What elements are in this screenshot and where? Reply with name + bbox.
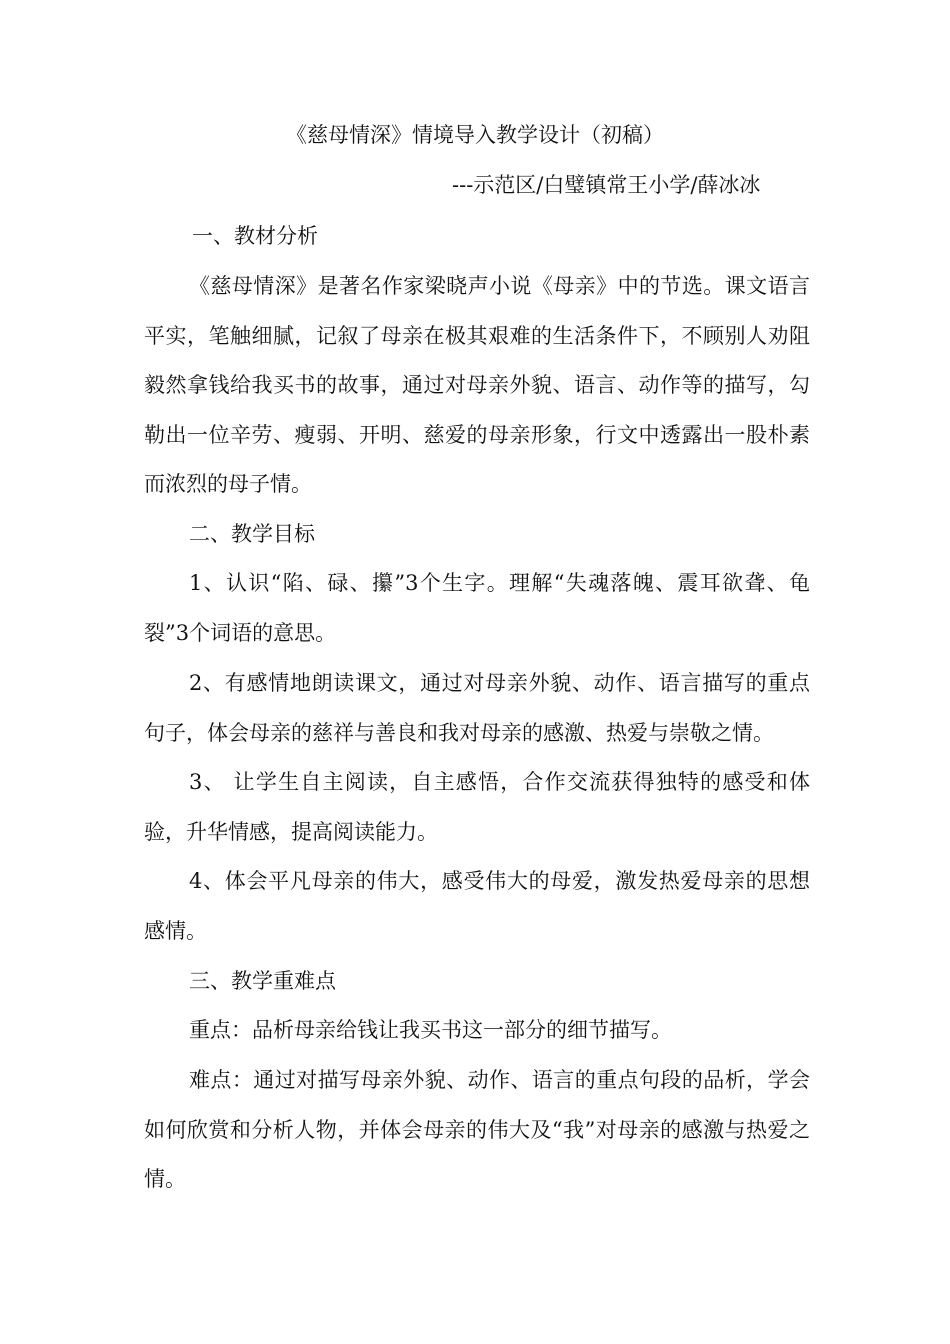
paragraph-goal-3: 3、 让学生自主阅读，自主感悟，合作交流获得独特的感受和体验，升华情感，提高阅读能力。 <box>144 770 810 844</box>
section-heading-materials: 一、教材分析 <box>192 224 318 248</box>
paragraph-goal-1: 1、认识“陷、碌、攥”3个生字。理解“失魂落魄、震耳欲聋、龟裂”3个词语的意思。 <box>144 571 810 645</box>
paragraph-goal-4: 4、体会平凡母亲的伟大，感受伟大的母爱，激发热爱母亲的思想感情。 <box>144 869 810 943</box>
paragraph-goal-2: 2、有感情地朗读课文，通过对母亲外貌、动作、语言描写的重点句子，体会母亲的慈祥与善良和我对母亲的感激、热爱与崇敬之情。 <box>144 671 810 745</box>
section-heading-goals: 二、教学目标 <box>189 522 315 546</box>
paragraph-difficult-point: 难点：通过对描写母亲外貌、动作、语言的重点句段的品析，学会如何欣赏和分析人物，并体会母亲的伟大及“我”对母亲的感激与热爱之情。 <box>144 1068 810 1192</box>
document-title: 《慈母情深》情境导入教学设计（初稿） <box>286 123 664 147</box>
document-author: ---示范区/白璧镇常王小学/薛冰冰 <box>452 173 761 197</box>
paragraph-key-point: 重点：品析母亲给钱让我买书这一部分的细节描写。 <box>189 1018 672 1042</box>
paragraph-materials-analysis: 《慈母情深》是著名作家梁晓声小说《母亲》中的节选。课文语言平实，笔触细腻，记叙了母亲在极其艰难的生活条件下，不顾别人劝阻毅然拿钱给我买书的故事，通过对母亲外貌、语言、动作等的描写，勾勒出一位辛劳、瘦弱、开明、慈爱的母亲形象，行文中透露出一股朴素而浓烈的母子情。 <box>144 274 810 497</box>
section-heading-key-points: 三、教学重难点 <box>189 969 336 993</box>
